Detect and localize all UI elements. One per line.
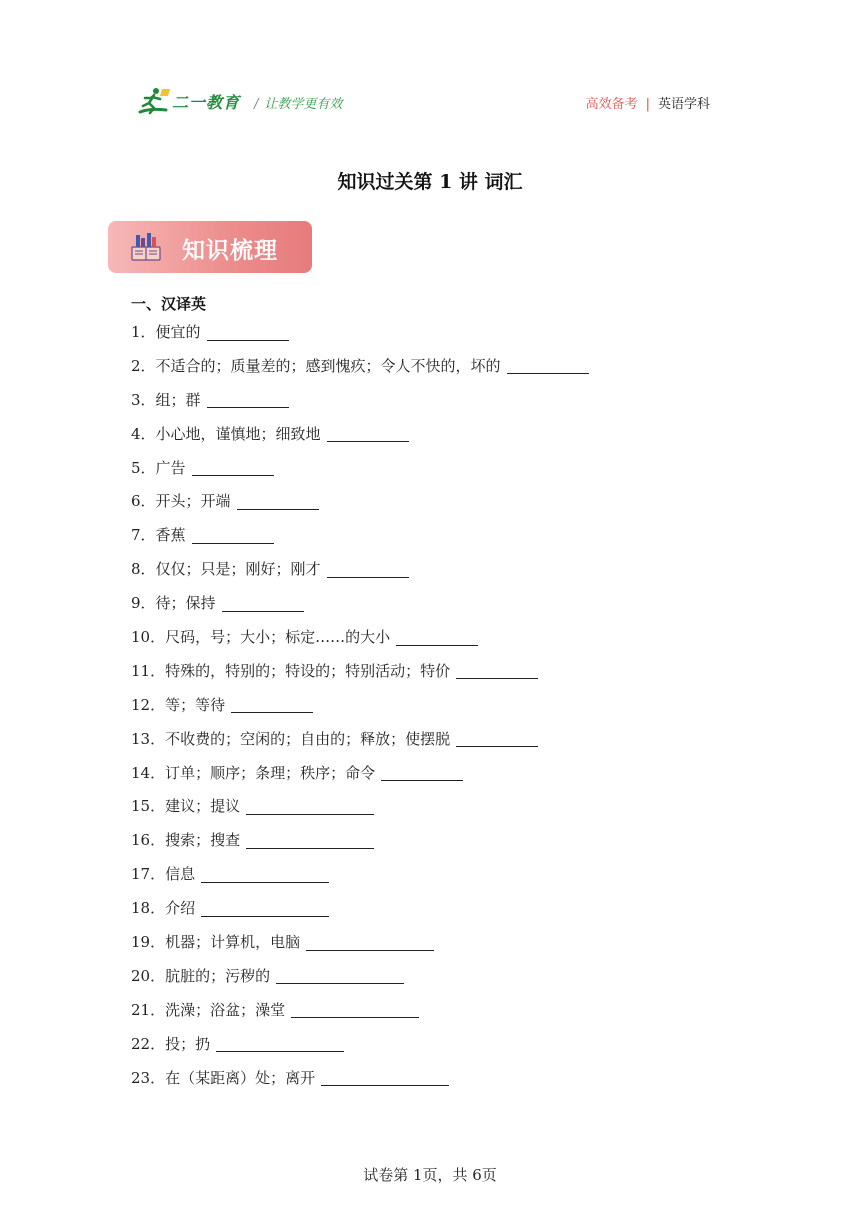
list-item [131,757,771,791]
logo [136,86,246,116]
list-item [131,418,771,452]
answer-blank[interactable] [237,495,319,510]
item-number: 4． [131,424,156,443]
book-icon [130,231,162,263]
item-number: 21． [131,1000,166,1019]
item-text: 广告 [155,458,186,477]
list-item [131,384,771,418]
item-text: 投；扔 [165,1034,211,1053]
slogan-text: 让教学更有效 [264,97,343,112]
header-subject: 英语学科 [657,97,710,112]
item-number: 6． [131,492,156,511]
list-item [131,316,771,350]
answer-blank[interactable] [396,631,478,646]
item-text: 尺码，号；大小；标定……的大小 [165,628,391,647]
item-number: 11． [131,661,166,680]
brand-name: 二一教育 [172,93,241,112]
answer-blank[interactable] [507,359,589,374]
list-item [131,485,771,519]
item-number: 20． [131,966,166,985]
item-text: 不收费的；空闲的；自由的；释放；使摆脱 [165,729,451,748]
list-item [131,689,771,723]
item-text: 订单；顺序；条理；秩序；命令 [165,763,376,782]
item-number: 23． [131,1068,166,1087]
item-text: 等；等待 [165,695,226,714]
answer-blank[interactable] [246,834,374,849]
answer-blank[interactable] [321,1071,449,1086]
item-number: 22． [131,1034,166,1053]
list-item [131,994,771,1028]
banner-label: 知识梳理 [182,238,278,264]
item-number: 5． [131,458,156,477]
header-separator: | [645,97,650,112]
answer-blank[interactable] [291,1003,419,1018]
item-number: 19． [131,933,166,952]
item-text: 不适合的；质量差的；感到愧疚；令人不快的，坏的 [155,356,501,375]
item-text: 小心地，谨慎地；细致地 [155,424,321,443]
list-item [131,723,771,757]
item-text: 待；保持 [155,594,216,613]
page-footer: 试卷第 1页，共 6页 [363,1166,497,1184]
item-number: 1． [131,323,156,341]
answer-blank[interactable] [327,427,409,442]
list-item [131,655,771,689]
item-number: 17． [131,865,166,884]
answer-blank[interactable] [456,732,538,747]
item-text: 肮脏的；污秽的 [165,966,271,985]
item-number: 8． [131,560,156,579]
item-number: 13． [131,729,166,748]
header-tag: 高效备考 [585,97,638,112]
answer-blank[interactable] [201,868,329,883]
item-number: 3． [131,390,156,409]
page-header [136,86,710,116]
answer-blank[interactable] [207,393,289,408]
item-text: 洗澡；浴盆；澡堂 [165,1000,286,1019]
item-text: 建议；提议 [165,797,241,816]
item-number: 12． [131,695,166,714]
page-title: 知识过关第 1 讲 词汇 [337,171,523,193]
answer-blank[interactable] [192,529,274,544]
list-item [131,858,771,892]
answer-blank[interactable] [207,326,289,341]
header-right [586,93,710,112]
item-text: 开头；开端 [155,492,231,511]
item-text: 信息 [165,865,196,884]
list-item [131,350,771,384]
section-heading: 一、汉译英 [131,295,207,313]
list-item [131,790,771,824]
answer-blank[interactable] [306,936,434,951]
item-number: 14． [131,763,166,782]
list-item [131,824,771,858]
list-item [131,926,771,960]
list-item [131,1062,771,1096]
item-number: 18． [131,899,166,918]
list-item [131,519,771,553]
item-number: 9． [131,594,156,613]
answer-blank[interactable] [246,800,374,815]
item-text: 机器；计算机，电脑 [165,933,301,952]
answer-blank[interactable] [327,563,409,578]
list-item [131,452,771,486]
list-item [131,892,771,926]
vocab-list [131,316,771,1095]
answer-blank[interactable] [201,902,329,917]
item-text: 仅仅；只是；刚好；刚才 [155,560,321,579]
list-item [131,960,771,994]
item-text: 组；群 [155,390,201,409]
list-item [131,621,771,655]
answer-blank[interactable] [456,664,538,679]
list-item [131,1028,771,1062]
answer-blank[interactable] [222,597,304,612]
slogan-divider: / [254,97,259,112]
slogan [254,93,342,112]
item-number: 15． [131,797,166,816]
item-number: 2． [131,356,156,375]
item-text: 搜索；搜查 [165,831,241,850]
item-text: 香蕉 [155,526,186,545]
item-number: 16． [131,831,166,850]
item-text: 便宜的 [155,323,201,341]
answer-blank[interactable] [231,698,313,713]
list-item [131,587,771,621]
item-number: 10． [131,628,166,647]
answer-blank[interactable] [381,766,463,781]
item-text: 介绍 [165,899,196,918]
runner-logo-icon [136,86,172,116]
answer-blank[interactable] [192,461,274,476]
answer-blank[interactable] [216,1037,344,1052]
item-text: 特殊的，特别的；特设的；特别活动；特价 [165,661,451,680]
section-banner [108,221,312,273]
answer-blank[interactable] [276,969,404,984]
list-item [131,553,771,587]
item-text: 在（某距离）处；离开 [165,1068,316,1087]
item-number: 7． [131,526,156,545]
